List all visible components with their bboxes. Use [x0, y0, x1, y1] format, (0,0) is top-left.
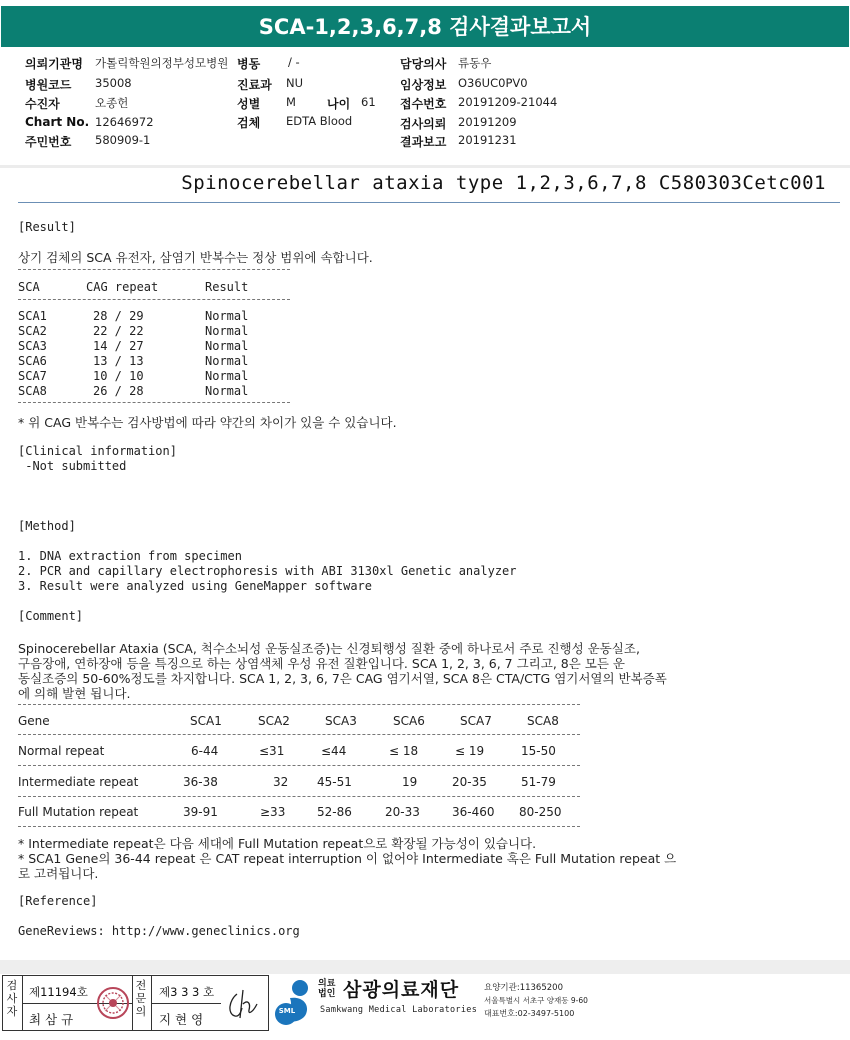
clinical-heading: [Clinical information]: [18, 444, 177, 458]
method-item: 3. Result were analyzed using GeneMapper software: [18, 579, 373, 593]
reference-heading: [Reference]: [18, 894, 98, 908]
gene-row-name: Intermediate repeat: [18, 775, 139, 789]
comment-heading: [Comment]: [18, 609, 84, 623]
report-date: 20191231: [458, 133, 517, 147]
specialist-license: 제3 3 3 호: [159, 985, 215, 999]
row-result: Normal: [205, 384, 249, 398]
ward: / -: [288, 55, 300, 69]
row-sca: SCA8: [18, 384, 47, 398]
label-requesting-institution: 의뢰기관명: [25, 57, 83, 71]
gene-cell: 51-79: [521, 775, 556, 789]
row-repeat: 26 / 28: [93, 384, 144, 398]
examiner-license: 제11194호: [29, 985, 88, 999]
method-heading: [Method]: [18, 519, 76, 533]
gene-col-header: SCA8: [527, 714, 559, 728]
row-sca: SCA7: [18, 369, 47, 383]
gene-col-header: SCA7: [460, 714, 492, 728]
examiner-label-text: 검사자: [6, 979, 18, 1018]
label-resident-no: 주민번호: [25, 135, 72, 149]
signature-box: [2, 975, 269, 1031]
row-result: Normal: [205, 369, 249, 383]
row-result: Normal: [205, 324, 249, 338]
test-title: Spinocerebellar ataxia type 1,2,3,6,7,8 C580303Cetc001: [181, 172, 826, 194]
gene-cell: 20-33: [385, 805, 420, 819]
label-clinical-info: 임상정보: [400, 78, 447, 92]
header-info: [0, 47, 850, 165]
col-header-result: Result: [205, 280, 249, 294]
clinical-info-code: O36UC0PV0: [458, 76, 528, 90]
seal-icon: [96, 983, 130, 1023]
gene-cell: 20-35: [452, 775, 487, 789]
row-sca: SCA3: [18, 339, 47, 353]
comment-line: 동실조증의 50-60%정도를 차지합니다. SCA 1, 2, 3, 6, 7은 CAG 염기서열, SCA 8은 CTA/CTG 염기서열의 반복증폭: [18, 671, 667, 686]
clinical-text: -Not submitted: [18, 459, 127, 473]
org-phone: 대표번호:02-3497-5100: [484, 1009, 575, 1018]
row-repeat: 28 / 29: [93, 309, 144, 323]
gene-cell: 39-91: [183, 805, 218, 819]
row-sca: SCA1: [18, 309, 47, 323]
gene-col-header: Gene: [18, 714, 50, 728]
col-header-cag-repeat: CAG repeat: [86, 280, 159, 294]
row-result: Normal: [205, 309, 249, 323]
org-name-en: Samkwang Medical Laboratories: [320, 1005, 478, 1015]
footer-band: [0, 960, 850, 974]
label-specimen: 검체: [237, 116, 261, 130]
specialist-name: 지 현 영: [159, 1012, 204, 1027]
resident-no: 580909-1: [95, 133, 151, 147]
row-repeat: 13 / 13: [93, 354, 144, 368]
gene-cell: ≤ 18: [389, 744, 419, 758]
result-heading: [Result]: [18, 220, 76, 234]
divider: [18, 734, 580, 735]
gene-cell: 45-51: [317, 775, 352, 789]
label-hospital-code: 병원코드: [25, 78, 72, 92]
department: NU: [286, 76, 304, 90]
gene-cell: ≤ 19: [455, 744, 485, 758]
label-sex: 성별: [237, 97, 261, 111]
specialist-signature: [223, 984, 265, 1024]
org-address: 서울특별시 서초구 양재동 9-60: [484, 996, 588, 1005]
label-age: 나이: [327, 97, 351, 111]
divider: [18, 826, 580, 827]
age: 61: [361, 95, 376, 109]
row-sca: SCA6: [18, 354, 47, 368]
gene-col-header: SCA3: [325, 714, 357, 728]
header-divider: [0, 165, 850, 168]
label-report-date: 결과보고: [400, 135, 447, 149]
gene-col-header: SCA6: [393, 714, 425, 728]
row-result: Normal: [205, 339, 249, 353]
divider: [18, 765, 580, 766]
gene-cell: 36-460: [452, 805, 495, 819]
specialist-label: [135, 979, 147, 1018]
method-item: 2. PCR and capillary electrophoresis with ABI 3130xl Genetic analyzer: [18, 564, 517, 578]
method-item: 1. DNA extraction from specimen: [18, 549, 242, 563]
gene-cell: 80-250: [519, 805, 562, 819]
row-repeat: 22 / 22: [93, 324, 144, 338]
comment-line: 구음장애, 연하장애 등을 특징으로 하는 상염색체 우성 유전 질환입니다. SCA 1, 2, 3, 6, 7 그리고, 8은 모든 운: [18, 656, 625, 671]
gene-cell: 15-50: [521, 744, 556, 758]
org-code: 요양기관:11365200: [484, 983, 563, 993]
signature-icon: [223, 984, 265, 1024]
gene-col-header: SCA2: [258, 714, 290, 728]
examiner-name: 최 삼 규: [29, 1012, 74, 1027]
gene-note: 로 고려됩니다.: [18, 866, 99, 881]
gene-note: * Intermediate repeat은 다음 세대에 Full Mutation repeat으로 확장될 가능성이 있습니다.: [18, 836, 537, 851]
specialist-label-text: 전문의: [135, 979, 147, 1018]
comment-line: 에 의해 발현 됩니다.: [18, 686, 131, 701]
gene-cell: ≥33: [260, 805, 286, 819]
row-repeat: 10 / 10: [93, 369, 144, 383]
request-date: 20191209: [458, 115, 517, 129]
label-ward: 병동: [237, 57, 261, 71]
divider: [18, 704, 580, 705]
label-patient: 수진자: [25, 97, 60, 111]
label-department: 진료과: [237, 78, 272, 92]
patient-name: 오종헌: [95, 96, 129, 110]
gene-cell: 36-38: [183, 775, 218, 789]
col-header-sca: SCA: [18, 280, 40, 294]
sex: M: [286, 95, 296, 109]
examiner-label: [6, 979, 18, 1018]
gene-row-name: Full Mutation repeat: [18, 805, 139, 819]
gene-cell: 52-86: [317, 805, 352, 819]
row-repeat: 14 / 27: [93, 339, 144, 353]
gene-cell: ≤31: [259, 744, 285, 758]
title-underline: [18, 202, 840, 203]
gene-cell: ≤44: [321, 744, 347, 758]
divider: [18, 269, 290, 270]
gene-note: * SCA1 Gene의 36-44 repeat 은 CAT repeat interruption 이 없어야 Intermediate 혹은 Full Mutation repeat 으: [18, 851, 677, 866]
gene-cell: 32: [273, 775, 289, 789]
comment-line: Spinocerebellar Ataxia (SCA, 척수소뇌성 운동실조증)는 신경퇴행성 질환 중에 하나로서 주로 진행성 운동실조,: [18, 641, 640, 656]
reference-link: GeneReviews: http://www.geneclinics.org: [18, 924, 300, 938]
result-note: * 위 CAG 반복수는 검사방법에 따라 약간의 차이가 있을 수 있습니다.: [18, 415, 397, 430]
hospital-code: 35008: [95, 76, 132, 90]
row-result: Normal: [205, 354, 249, 368]
gene-cell: 6-44: [191, 744, 219, 758]
result-summary: 상기 검체의 SCA 유전자, 삼염기 반복수는 정상 범위에 속합니다.: [18, 250, 373, 265]
gene-cell: 19: [402, 775, 418, 789]
specimen: EDTA Blood: [286, 114, 353, 128]
divider: [18, 299, 290, 300]
label-accession-no: 접수번호: [400, 97, 447, 111]
sml-logo-icon: [272, 976, 320, 1028]
divider: [151, 1003, 221, 1004]
label-request-date: 검사의뢰: [400, 117, 447, 131]
divider: [18, 402, 290, 403]
gene-row-name: Normal repeat: [18, 744, 105, 758]
sml-badge-text: SML: [278, 1007, 296, 1015]
examiner-seal: [96, 983, 130, 1023]
sml-logo: [272, 976, 320, 1028]
divider: [132, 976, 133, 1030]
physician: 류동우: [458, 56, 492, 70]
report-title: SCA-1,2,3,6,7,8 검사결과보고서: [1, 6, 849, 47]
label-chart-no: Chart No.: [25, 115, 90, 129]
chart-no: 12646972: [95, 115, 154, 129]
requesting-institution: 가톨릭학원의정부성모병원: [95, 56, 229, 70]
gene-col-header: SCA1: [190, 714, 222, 728]
org-type: 의료법인: [318, 979, 336, 999]
row-sca: SCA2: [18, 324, 47, 338]
divider: [18, 796, 580, 797]
label-physician: 담당의사: [400, 57, 447, 71]
accession-no: 20191209-21044: [458, 95, 558, 109]
org-name: 삼광의료재단: [343, 979, 460, 1001]
